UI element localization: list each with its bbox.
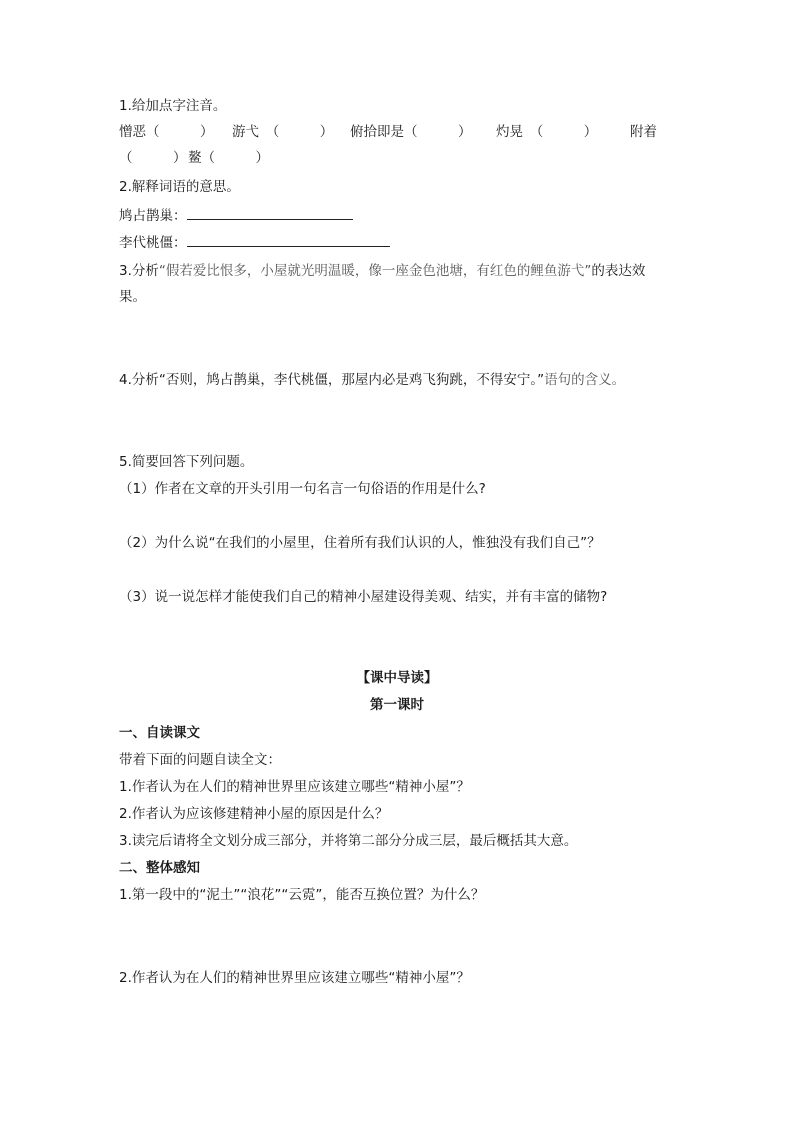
- q3-line: [119, 261, 645, 281]
- q3-quote: “假若爱比恨多，小屋就光明温暖，像一座金色池塘，有红色的鲤鱼游弋”: [158, 263, 592, 279]
- q1-item: 灼晃 （ ）: [496, 124, 598, 140]
- q4-line: [119, 370, 625, 390]
- part2-item: 1.第一段中的“泥土”“浪花”“云霓”，能否互换位置？为什么？: [119, 887, 485, 903]
- q1-item: 俯拾即是（ ）: [350, 124, 472, 140]
- lesson-title: 第一课时: [370, 697, 424, 713]
- q1-item: 憎恶（ ）: [119, 124, 214, 140]
- answer-blank[interactable]: [187, 205, 353, 220]
- q5-sub: （3）说一说怎样才能使我们自己的精神小屋建设得美观、结实，并有丰富的储物?: [119, 589, 608, 605]
- q2-title: 2.解释词语的意思。: [119, 179, 240, 195]
- q2-term-row: [119, 205, 353, 226]
- q1-item: （ ）: [119, 150, 187, 166]
- q3-prefix: 3.分析: [119, 263, 159, 279]
- answer-blank[interactable]: [187, 232, 390, 247]
- q1-item: 游弋 （ ）: [232, 124, 334, 140]
- q1-title: 1.给加点字注音。: [119, 98, 227, 114]
- part2-title: 二、整体感知: [119, 860, 200, 876]
- q4-main: 4.分析“否则，鸠占鹊巢，李代桃僵，那屋内必是鸡飞狗跳，不得安宁。”: [119, 372, 545, 388]
- section-heading: 【课中导读】: [356, 670, 438, 686]
- part1-item: 2.作者认为应该修建精神小屋的原因是什么？: [119, 806, 389, 822]
- part1-item: 1.作者认为在人们的精神世界里应该建立哪些“精神小屋”？: [119, 779, 470, 795]
- q5-title: 5.简要回答下列问题。: [119, 454, 254, 470]
- q2-term: 鸠占鹊巢：: [119, 208, 187, 224]
- q1-item: 鳌（ ）: [188, 150, 269, 166]
- q5-sub: （2）为什么说“在我们的小屋里，住着所有我们认识的人，惟独没有我们自己”？: [119, 535, 601, 551]
- q5-sub: （1）作者在文章的开头引用一句名言一句俗语的作用是什么?: [119, 481, 486, 497]
- part1-item: 3.读完后请将全文划分成三部分，并将第二部分分成三层，最后概括其大意。: [119, 833, 578, 849]
- part2-item: 2.作者认为在人们的精神世界里应该建立哪些“精神小屋”？: [119, 970, 470, 986]
- q2-term: 李代桃僵：: [119, 235, 187, 251]
- q1-item: 附着: [630, 124, 657, 140]
- q4-tail: 语句的含义。: [544, 372, 626, 388]
- part1-title: 一、自读课文: [119, 725, 200, 741]
- q3-cont: 果。: [119, 289, 146, 305]
- q3-suffix: 的表达效: [591, 263, 646, 279]
- part1-intro: 带着下面的问题自读全文：: [119, 752, 281, 768]
- q2-term-row: [119, 232, 390, 253]
